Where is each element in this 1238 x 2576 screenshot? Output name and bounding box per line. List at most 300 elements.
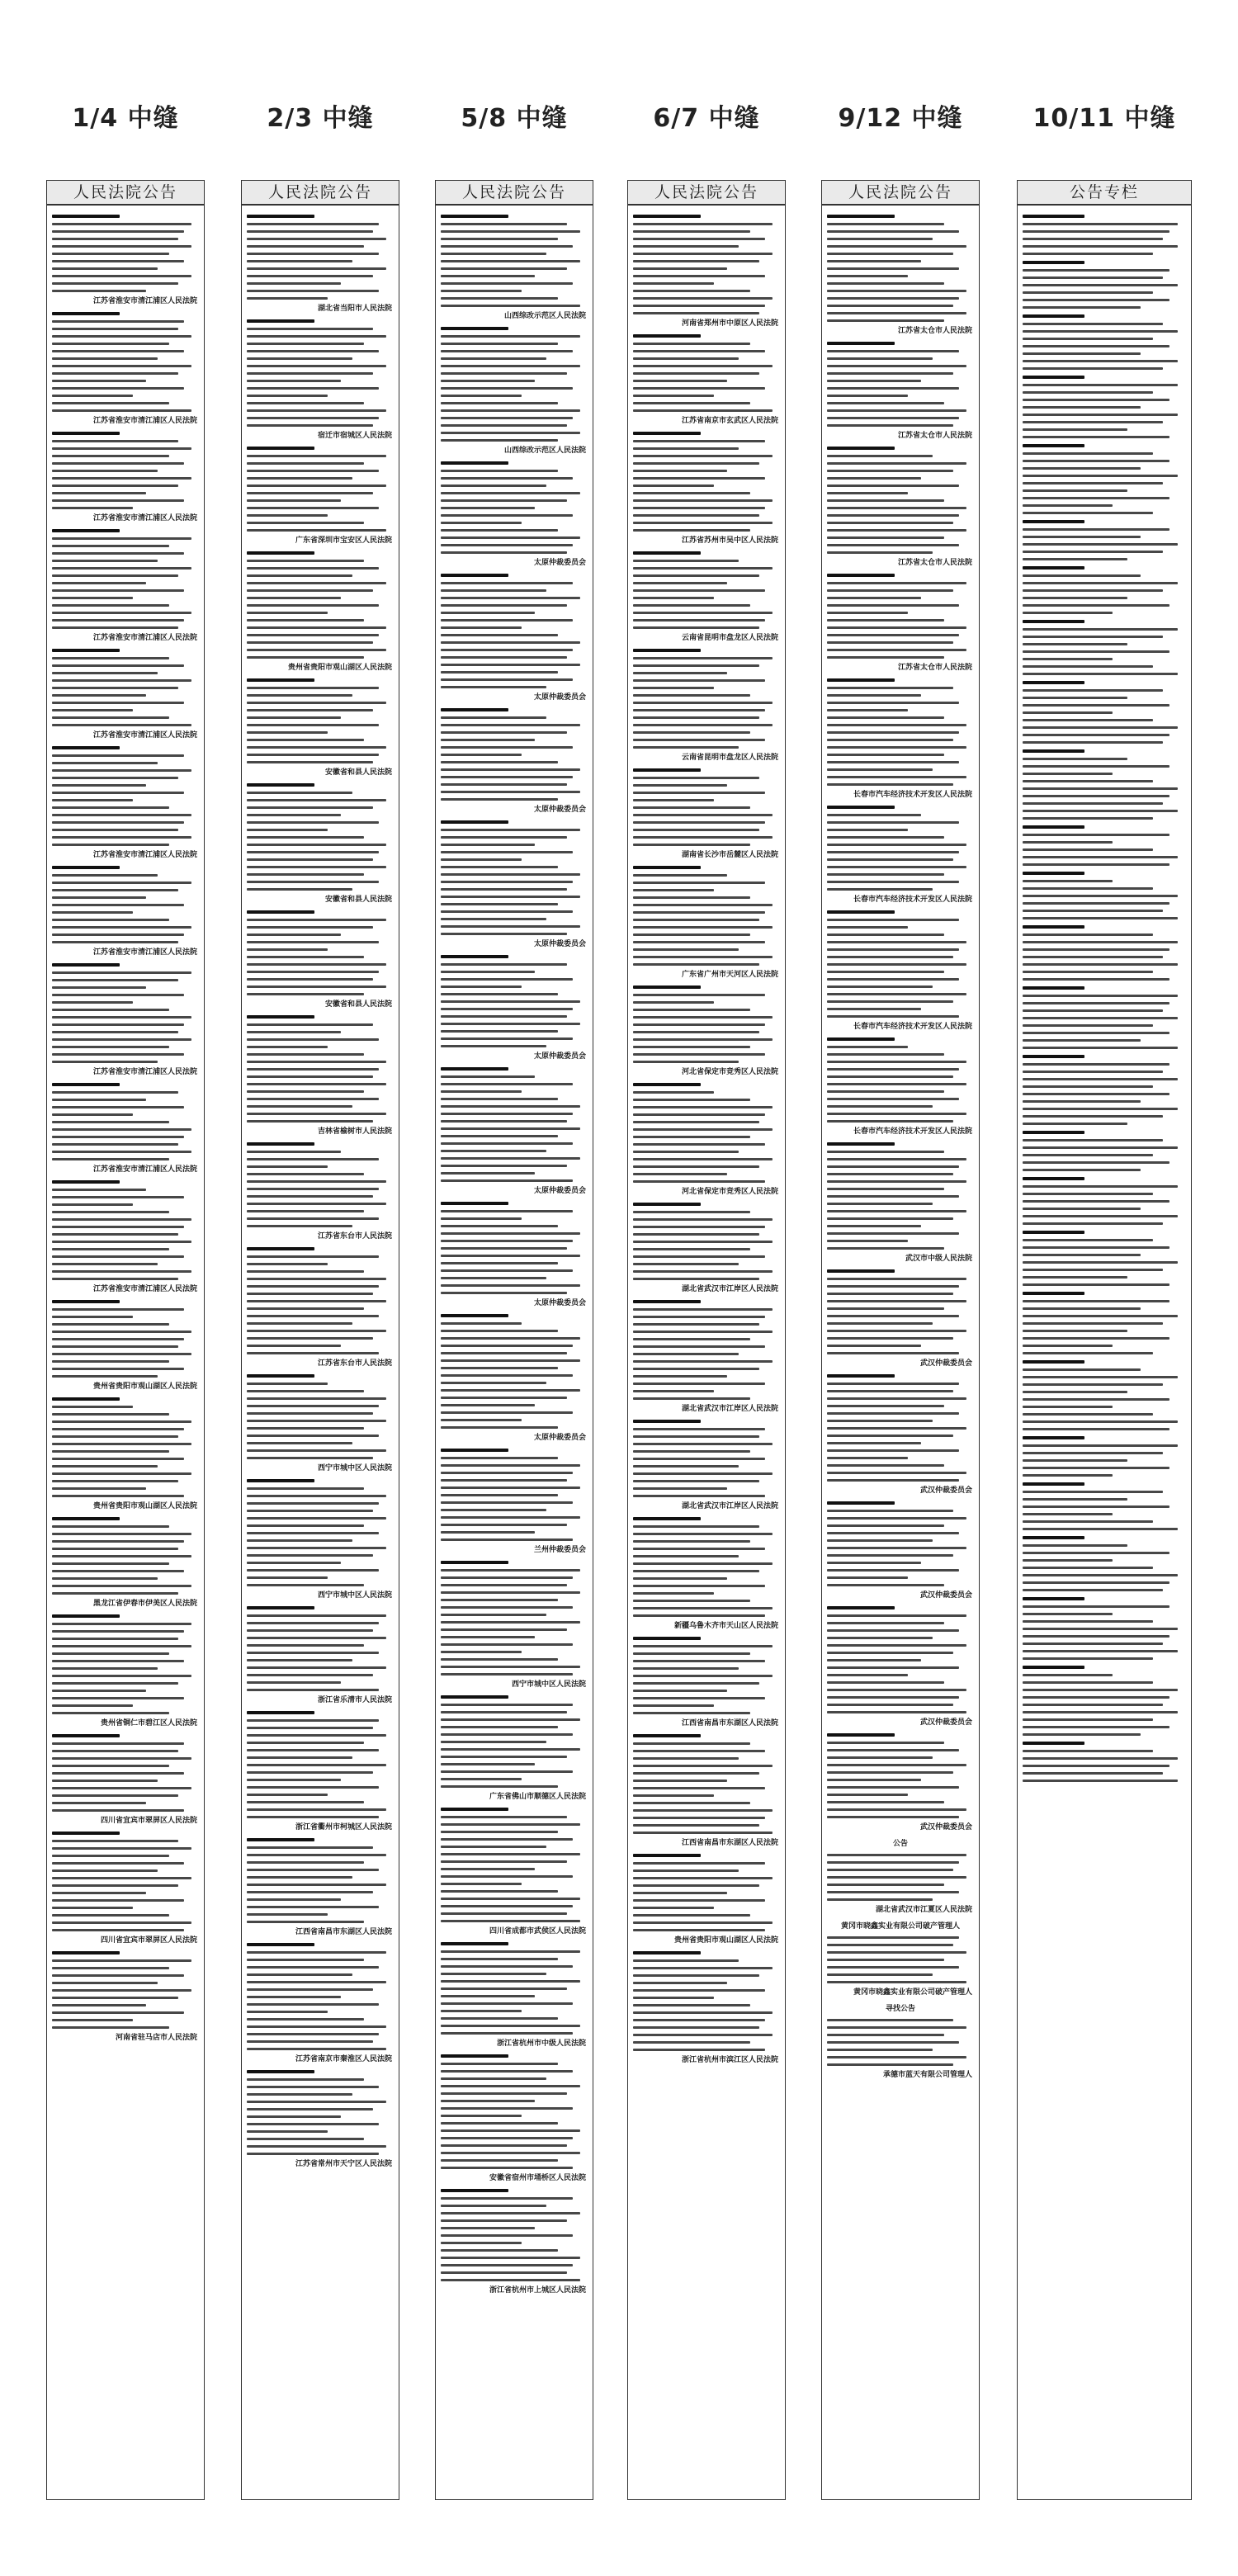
classified-entry [1023,1055,1186,1125]
notice-lead-line [441,1695,508,1699]
court-notice [441,708,588,815]
text-line [827,2063,953,2066]
text-line [52,409,191,412]
text-line [441,1591,580,1594]
text-line [441,641,580,644]
text-line [1023,956,1163,958]
text-line [441,409,580,412]
text-line [633,305,765,307]
notice-lead-line [247,1374,314,1378]
text-line [441,1868,535,1870]
text-line [441,754,522,756]
text-line [441,858,522,861]
notice-court-name: 江苏省太仓市人民法院 [897,327,972,335]
text-line [827,858,953,861]
text-line [247,993,364,995]
text-line [827,1801,944,1803]
text-line [633,2049,765,2051]
court-notice [247,783,394,905]
text-line [247,641,373,644]
notice-court-name: 江苏省淮安市清江浦区人民法院 [92,851,197,859]
text-line [52,1540,184,1543]
notice-court-name: 广东省广州市天河区人民法院 [681,971,778,979]
text-line [827,395,908,397]
text-line [247,1884,386,1886]
text-line [247,1345,341,1347]
court-notice [441,1695,588,1802]
text-line [1023,910,1163,912]
text-line [633,1211,750,1213]
text-line [1023,1185,1178,1188]
text-line [441,282,573,285]
text-line [52,260,184,262]
text-line [441,223,567,225]
text-line [247,2040,373,2043]
text-line [633,1128,773,1131]
text-line [827,836,944,839]
text-line [1023,834,1169,836]
court-notice [247,1838,394,1937]
text-line [633,694,750,697]
text-line [827,1173,953,1175]
text-line [1023,223,1178,225]
text-line [633,1338,750,1340]
text-line [441,1247,567,1250]
text-line [247,2145,386,2148]
text-line [827,1151,944,1153]
classified-entry [1023,681,1186,744]
text-line [247,1801,364,1803]
notice-box-header: 人民法院公告 [242,181,399,206]
text-line [827,1217,953,1220]
text-line [441,432,580,434]
text-line [441,1846,546,1848]
text-line [52,282,178,285]
text-line [827,1457,908,1459]
text-line [247,1180,386,1183]
text-line [441,551,567,554]
text-line [247,455,386,457]
text-line [441,2152,580,2154]
court-notice [827,806,974,905]
notice-court-name: 江西省南昌市东湖区人民法院 [681,1719,778,1728]
text-line [441,492,580,494]
text-line [633,1061,739,1063]
text-line [441,529,558,532]
text-line [52,1458,184,1460]
text-line [1023,1689,1178,1691]
text-line [52,335,191,338]
text-line [441,514,573,517]
text-line [441,1172,535,1175]
text-line [52,1128,191,1131]
text-line [247,1307,364,1310]
text-line [247,934,341,936]
text-line [441,776,573,778]
text-line [52,1031,178,1033]
text-line [827,619,944,622]
text-line [633,297,773,300]
text-line [247,1075,373,1078]
text-line [441,1464,580,1467]
text-line [1023,758,1127,760]
text-line [1023,1657,1153,1660]
notice-lead-line [52,1397,120,1401]
notice-lead-line [441,327,508,330]
text-line [633,357,739,360]
text-line [1023,1726,1169,1728]
notice-lead-line [52,963,120,967]
text-line [52,560,158,562]
text-line [52,2004,146,2006]
text-line [52,1787,191,1789]
text-line [52,934,184,936]
text-line [52,253,169,255]
text-line [633,1817,765,1819]
text-line [441,1262,558,1264]
text-line [52,1233,178,1236]
text-line [633,1660,765,1662]
text-line [1023,1193,1153,1195]
text-line [441,1389,580,1392]
text-line [247,1786,379,1789]
text-line [247,2025,386,2028]
text-line [1023,795,1169,797]
text-line [827,1749,959,1751]
text-line [633,1809,773,1812]
text-line [827,851,959,853]
text-line [633,1780,727,1782]
court-notice [633,768,780,860]
text-line [247,604,379,607]
text-line [827,1420,933,1422]
text-line [52,1525,169,1528]
text-line [52,1682,178,1685]
text-line [827,455,933,457]
text-line [1023,1491,1163,1493]
text-line [827,612,908,614]
court-notice [633,1300,780,1414]
text-line [441,1905,573,1907]
text-line [827,409,966,412]
text-line [52,372,178,375]
text-line [633,1263,739,1265]
text-line [52,499,184,502]
text-line [441,2227,535,2229]
notice-court-name: 浙江省乐清市人民法院 [317,1696,392,1704]
notice-box-header: 公告专栏 [1018,181,1191,206]
notice-lead-line [827,342,895,345]
text-line [52,1847,191,1850]
text-line [52,597,133,599]
text-line [441,1988,567,1990]
text-line [441,1950,580,1953]
text-line [827,1180,966,1183]
text-line [441,395,522,397]
text-line [52,1577,158,1580]
text-line [52,395,133,397]
text-line [441,1584,567,1586]
text-line [827,1330,966,1332]
text-line [52,1533,191,1535]
text-line [441,2264,573,2266]
classified-entry [1023,1292,1186,1354]
text-line [1023,612,1113,614]
text-line [247,881,379,883]
text-line [633,1877,773,1879]
text-line [247,1315,379,1317]
text-line [441,2115,522,2117]
court-notice [441,1942,588,2049]
text-line [52,679,191,682]
text-line [633,1832,773,1834]
text-line [52,657,169,659]
text-line [247,1891,373,1893]
court-notice [441,461,588,568]
text-line [52,1487,146,1490]
text-line [1023,414,1178,416]
text-line [52,2026,169,2029]
text-line [827,319,944,322]
text-line [441,1606,573,1609]
text-line [441,343,558,345]
text-line [441,1008,573,1010]
text-line [1023,1123,1127,1125]
text-line [1023,880,1113,882]
text-line [441,791,580,793]
text-line [633,1180,765,1183]
text-line [441,1098,558,1100]
text-line [633,267,727,270]
text-line [827,1090,944,1093]
text-line [441,1509,546,1511]
text-line [247,1906,379,1908]
text-line [52,1570,184,1572]
text-line [441,656,567,659]
text-line [633,1495,765,1497]
text-line [633,1009,750,1011]
text-line [441,477,573,480]
text-line [633,1907,714,1909]
text-line [1023,1628,1178,1630]
text-line [1023,1146,1178,1149]
text-line [52,1360,169,1363]
column-position-label: 5/8 中缝 [461,104,568,133]
text-line [247,1105,352,1108]
notice-court-name: 江苏省淮安市清江浦区人民法院 [92,1165,197,1174]
text-line [441,357,546,360]
text-line [633,582,727,584]
announcement-title: 寻找公告 [885,2005,915,2013]
text-line [633,350,765,352]
notice-court-name: 湖北省武汉市江岸区人民法院 [681,1502,778,1510]
text-line [827,1981,966,1983]
text-line [633,739,765,741]
text-line [247,514,328,517]
text-line [441,1269,573,1272]
text-line [633,619,765,622]
text-line [1023,1315,1178,1317]
text-line [633,440,765,442]
text-line [633,746,739,749]
court-notice [827,1501,974,1600]
text-line [1023,238,1163,240]
text-line [633,365,773,367]
notice-court-name: 贵州省贵阳市观山湖区人民法院 [673,1936,778,1945]
text-line [247,1255,379,1258]
text-line [633,1697,765,1699]
text-line [247,1330,386,1332]
text-line [247,2108,373,2110]
text-line [1023,673,1178,675]
text-line [52,926,191,929]
text-line [1023,1169,1141,1171]
notice-court-name: 黑龙江省伊春市伊美区人民法院 [92,1600,197,1608]
court-notice [247,1247,394,1368]
notice-box-body [628,206,785,2065]
notice-court-name: 西宁市城中区人民法院 [511,1680,586,1689]
text-line [247,1779,341,1781]
text-line [247,1913,328,1916]
text-line [827,873,944,876]
text-line [247,230,373,233]
text-line [247,1173,364,1175]
text-line [827,941,966,943]
text-line [441,1748,580,1751]
text-line [633,941,765,943]
text-line [633,844,750,846]
classified-entry [1023,1231,1186,1286]
text-line [247,1263,328,1265]
notice-lead-line [827,1037,895,1041]
notice-lead-line [633,866,701,869]
court-notice [247,910,394,1009]
text-line [633,1592,714,1595]
classified-entry [1023,566,1186,614]
notice-lead-line [633,1637,701,1640]
text-line [441,2234,573,2237]
text-line [827,305,953,307]
text-line [441,365,580,367]
text-line [52,806,169,809]
text-line [1023,1711,1178,1713]
text-line [1023,536,1141,538]
text-line [247,2003,379,2006]
text-line [1023,1544,1127,1547]
text-line [247,1053,364,1056]
text-line [441,1898,580,1900]
text-line [441,1980,580,1983]
text-line [827,1786,959,1789]
text-line [441,1225,558,1227]
text-line [441,1853,580,1855]
text-line [1023,636,1163,638]
text-line [247,948,328,951]
entry-lead-line [1023,1231,1084,1234]
text-line [52,320,184,323]
classified-entry [1023,1360,1186,1430]
text-line [1023,428,1127,431]
text-line [52,1899,184,1902]
court-notice [633,432,780,546]
text-line [441,1142,573,1145]
text-line [441,507,535,509]
text-line [1023,284,1178,286]
text-line [441,350,573,352]
text-line [247,799,386,801]
text-line [827,1464,944,1467]
text-line [52,1472,191,1475]
text-line [441,1322,522,1325]
text-line [827,1278,966,1280]
text-line [441,1778,522,1780]
text-line [633,716,759,719]
text-line [633,574,759,577]
text-line [827,761,959,763]
entry-lead-line [1023,1482,1084,1486]
text-line [633,657,773,659]
notice-lead-line [827,1374,895,1378]
notice-lead-line [827,1142,895,1146]
text-line [441,1232,580,1235]
text-line [52,1840,178,1842]
court-notice [441,2189,588,2295]
classified-entry [1023,1482,1186,1530]
text-line [247,1023,373,1026]
text-line [441,1330,558,1332]
notice-lead-line [827,574,895,577]
text-line [247,1652,379,1654]
text-line [441,2159,558,2162]
notice-court-name: 太原仲裁委员会 [533,693,586,702]
text-line [441,1860,567,1863]
text-line [827,417,959,419]
text-line [633,567,773,570]
notice-lead-line [633,985,701,989]
court-notice [52,746,199,860]
notice-lead-line [441,1449,508,1452]
text-line [827,1337,953,1340]
text-line [1023,1039,1141,1042]
notice-lead-line [52,1734,120,1737]
text-line [633,1607,773,1609]
text-line [441,589,546,592]
text-line [247,1293,373,1295]
text-line [1023,1322,1163,1325]
text-line [441,522,522,524]
text-line [441,1756,567,1758]
court-notice [247,1479,394,1600]
text-line [633,1600,750,1602]
text-line [827,1659,921,1661]
court-notice [827,910,974,1032]
text-line [633,387,765,390]
notice-lead-line [633,1420,701,1423]
notice-court-name: 太原仲裁委员会 [533,806,586,814]
text-line [52,1929,184,1931]
text-line [247,282,341,285]
court-notice [441,1067,588,1196]
classified-entry [1023,825,1186,866]
text-line [633,1106,773,1108]
court-notice [52,1614,199,1728]
text-line [52,702,184,704]
notice-court-name: 湖北省武汉市江岸区人民法院 [681,1285,778,1293]
text-line [52,1794,178,1797]
text-line [247,866,386,868]
text-line [247,1846,373,1849]
text-line [827,1015,959,1018]
